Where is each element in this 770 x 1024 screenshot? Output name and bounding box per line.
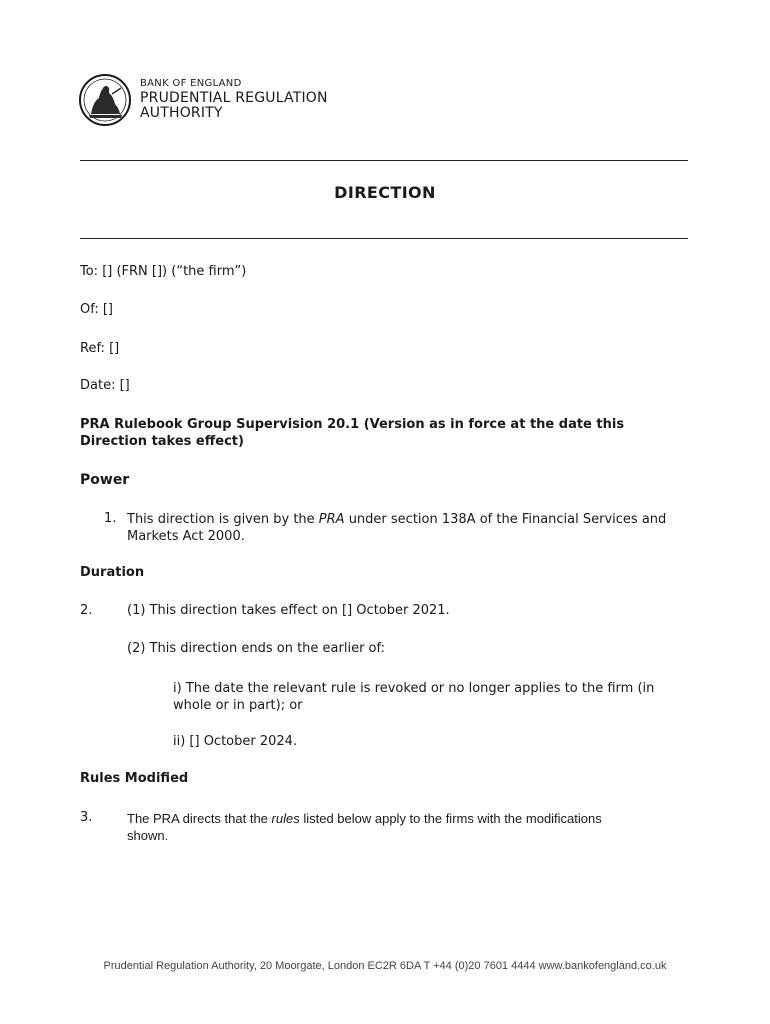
duration-clause-1: (1) This direction takes effect on [] October 2021. [127, 603, 450, 618]
document-title: DIRECTION [334, 183, 436, 202]
rules-modified-heading: Rules Modified [80, 771, 189, 786]
duration-clause-2-i: i) The date the relevant rule is revoked or no longer applies to the firm (in whole or in part); or [173, 681, 655, 713]
pra-term: PRA [318, 512, 345, 527]
ref-field: Ref: [] [80, 341, 120, 356]
rules-item-number: 3. [80, 810, 93, 825]
duration-heading: Duration [80, 565, 145, 580]
title-bottom-rule [80, 238, 688, 239]
bank-of-england-seal-logo [79, 74, 131, 126]
org-name-line2: PRUDENTIAL REGULATION [140, 90, 328, 106]
page-footer: Prudential Regulation Authority, 20 Moorgate, London EC2R 6DA T +44 (0)20 7601 4444 www.bankofengland.co.uk [103, 960, 667, 972]
power-heading: Power [80, 472, 130, 488]
to-field: To: [] (FRN []) (“the firm”) [80, 264, 247, 279]
org-name-line3: AUTHORITY [140, 105, 223, 121]
duration-clause-2: (2) This direction ends on the earlier of: [127, 641, 385, 656]
duration-clause-2-ii: ii) [] October 2024. [173, 734, 298, 749]
power-item-number: 1. [104, 511, 117, 526]
duration-item-number: 2. [80, 603, 93, 618]
title-top-rule [80, 160, 688, 161]
rulebook-heading: PRA Rulebook Group Supervision 20.1 (Version as in force at the date this Direction takes effect) [80, 417, 625, 449]
date-field: Date: [] [80, 378, 130, 393]
rules-item-text: The PRA directs that the rules listed below apply to the firms with the modifications shown. [127, 811, 602, 843]
org-name-line1: BANK OF ENGLAND [140, 78, 242, 89]
rules-term: rules [271, 811, 300, 826]
power-item-text: This direction is given by the PRA under section 138A of the Financial Services and Markets Act 2000. [127, 512, 667, 544]
of-field: Of: [] [80, 302, 114, 317]
